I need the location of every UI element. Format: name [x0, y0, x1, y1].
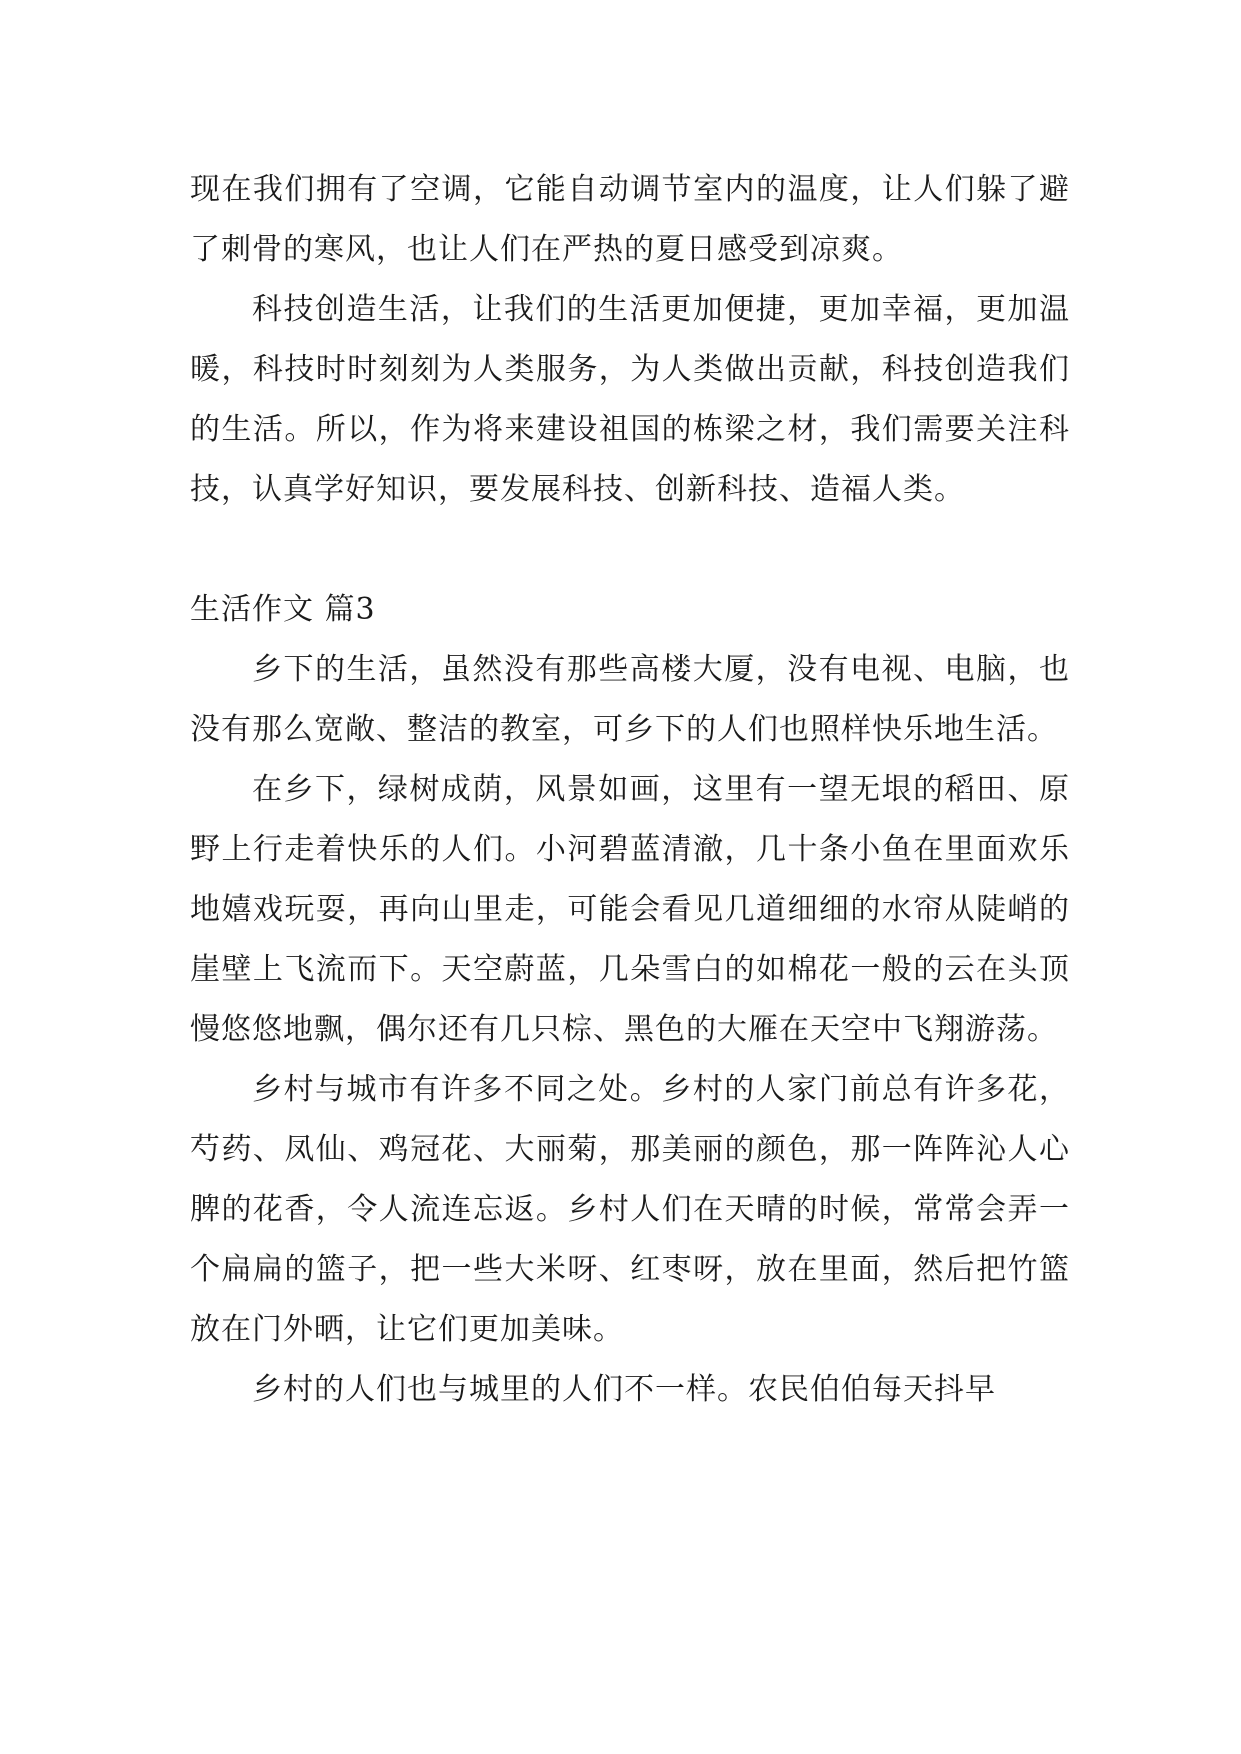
section-heading: 生活作文 篇3: [190, 592, 376, 627]
paragraph-countryside-scenery: 在乡下，绿树成荫，风景如画，这里有一望无垠的稻田、原野上行走着快乐的人们。小河碧蓝清澈，几十条小鱼在里面欢乐地嬉戏玩耍，再向山里走，可能会看见几道细细的水帘从陡峭的崖壁上飞流而下。天空蔚蓝，几朵雪白的如棉花一般的云在头顶慢悠悠地飘，偶尔还有几只棕、黑色的大雁在天空中飞翔游荡。: [190, 772, 1070, 1047]
paragraph-village-vs-city: 乡村与城市有许多不同之处。乡村的人家门前总有许多花，芍药、凤仙、鸡冠花、大丽菊，那美丽的颜色，那一阵阵沁人心脾的花香，令人流连忘返。乡村人们在天晴的时候，常常会弄一个扁扁的篮子，把一些大米呀、红枣呀，放在里面，然后把竹篮放在门外晒，让它们更加美味。: [190, 1072, 1070, 1347]
paragraph-air-conditioner: 现在我们拥有了空调，它能自动调节室内的温度，让人们躲了避了刺骨的寒风，也让人们在严热的夏日感受到凉爽。: [190, 172, 1070, 267]
paragraph-countryside-life: 乡下的生活，虽然没有那些高楼大厦，没有电视、电脑，也没有那么宽敞、整洁的教室，可乡下的人们也照样快乐地生活。: [190, 652, 1070, 747]
document-page: [190, 160, 1070, 1420]
paragraph-technology-creates-life: 科技创造生活，让我们的生活更加便捷，更加幸福，更加温暖，科技时时刻刻为人类服务，为人类做出贡献，科技创造我们的生活。所以，作为将来建设祖国的栋梁之材，我们需要关注科技，认真学好知识，要发展科技、创新科技、造福人类。: [190, 292, 1070, 507]
paragraph-village-people: 乡村的人们也与城里的人们不一样。农民伯伯每天抖早: [252, 1372, 996, 1407]
